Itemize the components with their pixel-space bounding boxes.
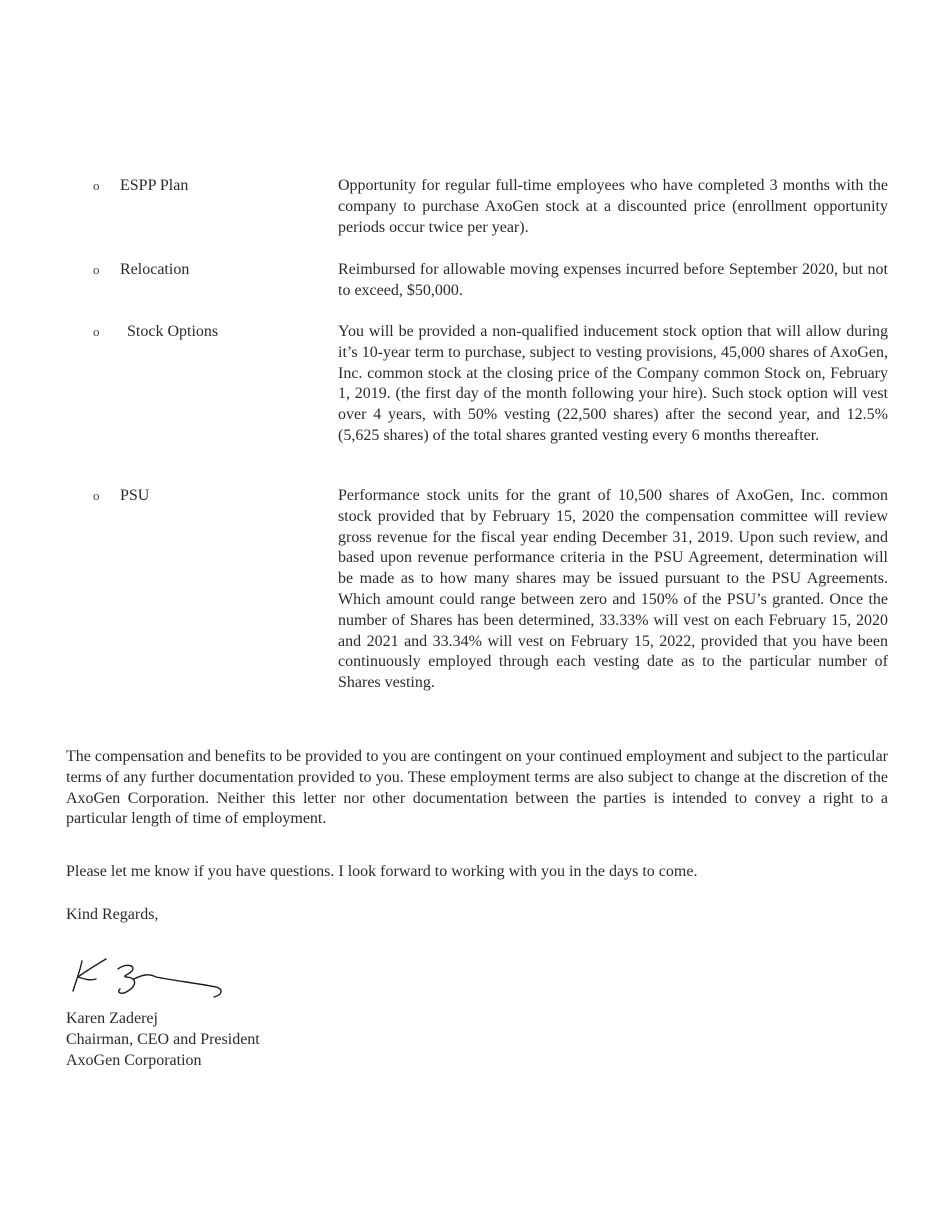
benefit-label: Stock Options bbox=[127, 323, 219, 340]
benefit-label: PSU bbox=[120, 487, 150, 504]
bullet: o bbox=[93, 262, 100, 277]
signer-title: Chairman, CEO and President bbox=[66, 1031, 260, 1048]
salutation: Kind Regards, bbox=[66, 906, 159, 923]
contingency-paragraph: The compensation and benefits to be provided to you are contingent on your continued employment and subject to the particular terms of any further documentation provided to you. These employment terms are also subject to change at the discretion of the AxoGen Corporation. Neither this letter nor other documentation between the parties is intended to convey a right to a particular length of time of employment. bbox=[66, 748, 888, 828]
benefit-label: ESPP Plan bbox=[120, 177, 189, 194]
benefit-description: You will be provided a non-qualified inducement stock option that will allow during it’s 10-year term to purchase, subject to vesting provisions, 45,000 shares of AxoGen, Inc. common stock at the closing price of the Company common Stock on, February 1, 2019. (the first day of the month following your hire). Such stock option will vest over 4 years, with 50% vesting (22,500 shares) after the second year, and 12.5% (5,625 shares) of the total shares granted vesting every 6 months thereafter. bbox=[338, 323, 888, 444]
benefit-label: Relocation bbox=[120, 261, 190, 278]
bullet: o bbox=[93, 324, 100, 339]
closing-line: Please let me know if you have questions. I look forward to working with you in the days to come. bbox=[66, 863, 698, 880]
signer-name: Karen Zaderej bbox=[66, 1010, 158, 1027]
bullet: o bbox=[93, 488, 100, 503]
signer-company: AxoGen Corporation bbox=[66, 1052, 202, 1069]
signature bbox=[66, 955, 236, 1005]
bullet: o bbox=[93, 178, 100, 193]
benefit-description: Reimbursed for allowable moving expenses incurred before September 2020, but not to exceed, $50,000. bbox=[338, 261, 888, 299]
benefit-description: Performance stock units for the grant of 10,500 shares of AxoGen, Inc. common stock provided that by February 15, 2020 the compensation committee will review gross revenue for the fiscal year ending December 31, 2019. Upon such review, and based upon revenue performance criteria in the PSU Agreement, determination will be made as to how many shares may be issued pursuant to the PSU Agreements. Which amount could range between zero and 150% of the PSU’s granted. Once the number of Shares has been determined, 33.33% will vest on each February 15, 2020 and 2021 and 33.34% will vest on February 15, 2022, provided that you have been continuously employed through each vesting date as to the particular number of Shares vesting. bbox=[338, 487, 888, 692]
benefit-description: Opportunity for regular full-time employees who have completed 3 months with the company to purchase AxoGen stock at a discounted price (enrollment opportunity periods occur twice per year). bbox=[338, 177, 888, 236]
